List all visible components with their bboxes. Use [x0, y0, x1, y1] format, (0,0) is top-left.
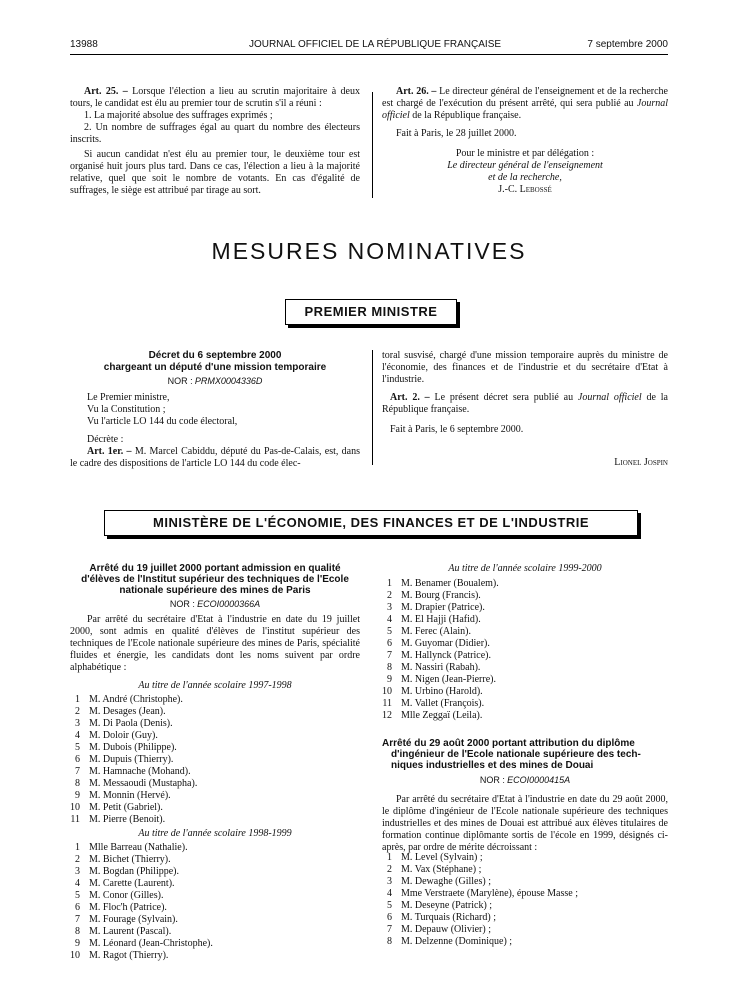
list-item: 3 M. Di Paola (Denis). — [75, 718, 173, 729]
signature-name: J.-C. Lebossé — [498, 184, 552, 195]
decret-title-1: Décret du 6 septembre 2000 — [148, 350, 282, 361]
arrete1-nor — [70, 598, 360, 610]
list-item: 2 M. Desages (Jean). — [75, 706, 166, 717]
art26-fait: Fait à Paris, le 28 juillet 2000. — [396, 128, 517, 139]
decret-art2-journal: Journal officiel — [577, 392, 642, 403]
art26-journal: Journal officiel — [382, 98, 668, 121]
arrete1-intro-text: Par arrêté du secrétaire d'Etat à l'industrie en date du 19 juillet 2000, sont admis en qualité d'élèves de l'institut supérieur des techniques de l'Ecole nationale supérieure des mines de Paris, spécialité fluides et énergie, les candidats dont les noms suivent par ordre alphabétique : — [70, 614, 360, 673]
box-premier-ministre — [285, 299, 457, 325]
list-item: 9 M. Monnin (Hervé). — [75, 790, 171, 801]
arrete2-nor — [382, 774, 668, 786]
art25-block — [70, 86, 360, 197]
art25-item1: 1. La majorité absolue des suffrages exprimés ; — [84, 110, 273, 121]
list-item: 10 M. Ragot (Thierry). — [70, 950, 169, 961]
arrete2-title — [382, 738, 668, 771]
arrete1-title-3: nationale supérieure des mines de Paris — [119, 585, 311, 596]
decret-decrete: Décrète : — [87, 434, 124, 445]
arrete1-title — [70, 563, 360, 596]
list-item: 1 Mlle Barreau (Nathalie). — [75, 842, 188, 853]
box-ministere-economie — [104, 510, 638, 536]
list-item: 9 M. Nigen (Jean-Pierre). — [387, 674, 496, 685]
list-item: 8 M. Delzenne (Dominique) ; — [387, 936, 513, 947]
arrete2-nor-code: ECOI0000415A — [507, 775, 571, 785]
list-item: 8 M. Messaoudi (Mustapha). — [75, 778, 198, 789]
decret-right — [382, 350, 668, 436]
list-item: 6 M. Floc'h (Patrice). — [75, 902, 167, 913]
list-item: 4 Mme Verstraete (Marylène), épouse Masse ; — [387, 888, 578, 899]
list-item: 7 M. Hamnache (Mohand). — [75, 766, 191, 777]
box-premier-ministre-label: PREMIER MINISTRE — [304, 304, 438, 319]
list-item: 3 M. Drapier (Patrice). — [387, 602, 485, 613]
header-date: 7 septembre 2000 — [587, 39, 668, 50]
list-item: 8 M. Laurent (Pascal). — [75, 926, 172, 937]
list-item: 5 M. Conor (Gilles). — [75, 890, 164, 901]
decret-signature: Lionel Jospin — [614, 457, 668, 468]
arrete1-nor-code: ECOI0000366A — [197, 599, 261, 609]
list-item: 3 M. Bogdan (Philippe). — [75, 866, 179, 877]
decret-art1-right: toral susvisé, chargé d'une mission temporaire auprès du ministre de l'économie, des finances et de l'industrie et du secrétaire d'Etat à l'industrie. — [382, 350, 668, 385]
year2-list — [70, 842, 360, 962]
list-item: 9 M. Léonard (Jean-Christophe). — [75, 938, 213, 949]
list-item: 7 M. Fourage (Sylvain). — [75, 914, 178, 925]
list-item: 4 M. Carette (Laurent). — [75, 878, 175, 889]
art25-intro: Lorsque l'élection a lieu au scrutin majoritaire à deux tours, le candidat est élu au premier tour de scrutin s'il a réuni : — [70, 86, 360, 109]
list-item: 5 M. Deseyne (Patrick) ; — [387, 900, 493, 911]
art26-label: Art. 26. – — [396, 86, 437, 97]
journal-title: JOURNAL OFFICIEL DE LA RÉPUBLIQUE FRANÇAISE — [248, 39, 502, 50]
list-item: 11 M. Vallet (François). — [382, 698, 485, 709]
signature-block — [382, 148, 668, 196]
art26-text-b: de la République française. — [409, 110, 522, 121]
art25-paragraph: Si aucun candidat n'est élu au premier tour, le deuxième tour est organisé huit jours plus tard. Dans ce cas, l'élection a lieu à la majorité relative, quel que soit le nombre de votants. En cas d'égalité de suffrages, le siège est attribué par tirage au sort. — [70, 149, 360, 196]
page-number: 13988 — [70, 39, 98, 50]
list-item: 10 M. Urbino (Harold). — [382, 686, 483, 697]
list-item: 1 M. André (Christophe). — [75, 694, 183, 705]
list-item: 5 M. Dubois (Philippe). — [75, 742, 177, 753]
section-title: MESURES NOMINATIVES — [211, 238, 527, 264]
decret-title-2: chargeant un député d'une mission temporaire — [103, 362, 327, 373]
list-item: 1 M. Level (Sylvain) ; — [387, 852, 483, 863]
list-item: 2 M. Vax (Stéphane) ; — [387, 864, 482, 875]
signature-role-2: et de la recherche, — [488, 172, 562, 183]
decret-line-2: Vu la Constitution ; — [87, 404, 166, 415]
decret-art2-text-a: Le présent décret sera publié au — [429, 392, 578, 403]
art26-text-a: Le directeur général de l'enseignement et de la recherche est chargé de l'exécution du présent arrêté, qui sera publié au — [382, 86, 668, 109]
list-item: 5 M. Ferec (Alain). — [387, 626, 471, 637]
list-item: 2 M. Bourg (Francis). — [387, 590, 481, 601]
decret-fait: Fait à Paris, le 6 septembre 2000. — [390, 424, 524, 435]
year3-title: Au titre de l'année scolaire 1999-2000 — [448, 563, 602, 574]
decret-art1-label: Art. 1er. – — [87, 446, 132, 457]
decret-line-3: Vu l'article LO 144 du code électoral, — [87, 416, 238, 427]
decret-art2-text-b: de la République française. — [382, 392, 668, 415]
decret-nor-label: NOR : — [167, 376, 193, 386]
list-item: 7 M. Hallynck (Patrice). — [387, 650, 491, 661]
list-item: 6 M. Guyomar (Didier). — [387, 638, 490, 649]
list-item: 11 M. Pierre (Benoit). — [70, 814, 166, 825]
list-item: 6 M. Dupuis (Thierry). — [75, 754, 174, 765]
list-item: 4 M. Doloir (Guy). — [75, 730, 158, 741]
arrete2-list — [382, 852, 668, 948]
box-ministere-label: MINISTÈRE DE L'ÉCONOMIE, DES FINANCES ET DE L'INDUSTRIE — [153, 515, 589, 530]
list-item: 7 M. Depauw (Olivier) ; — [387, 924, 491, 935]
decret-line-1: Le Premier ministre, — [87, 392, 170, 403]
decret-art1-left: M. Marcel Cabiddu, député du Pas-de-Calais, est, dans le cadre des dispositions de l'article LO 144 du code élec- — [70, 446, 360, 469]
column-divider-top — [372, 92, 373, 198]
year3-list — [382, 578, 668, 722]
signature-role-1: Le directeur général de l'enseignement — [447, 160, 603, 171]
arrete1-title-2: d'élèves de l'Institut supérieur des techniques de l'Ecole — [81, 574, 349, 585]
list-item: 6 M. Turquais (Richard) ; — [387, 912, 496, 923]
arrete2-title-3: niques industrielles et des mines de Douai — [391, 760, 594, 771]
arrete2-title-1: Arrêté du 29 août 2000 portant attribution du diplôme — [382, 738, 635, 749]
decret-art2-label: Art. 2. – — [390, 392, 430, 403]
list-item: 12 Mlle Zeggaï (Leila). — [382, 710, 483, 721]
art26-block — [382, 86, 668, 140]
year2-title: Au titre de l'année scolaire 1998-1999 — [138, 828, 292, 839]
arrete2-intro — [382, 794, 668, 854]
signature-pour: Pour le ministre et par délégation : — [455, 148, 595, 159]
list-item: 10 M. Petit (Gabriel). — [70, 802, 163, 813]
decret-nor-code: PRMX0004336D — [194, 376, 263, 386]
list-item: 1 M. Benamer (Boualem). — [387, 578, 499, 589]
decret-nor — [70, 375, 360, 387]
column-divider-decret — [372, 350, 373, 465]
arrete1-title-1: Arrêté du 19 juillet 2000 portant admission en qualité — [89, 563, 341, 574]
arrete2-title-2: d'ingénieur de l'Ecole nationale supérieure des tech- — [391, 749, 641, 760]
arrete1-intro — [70, 614, 360, 674]
list-item: 4 M. El Hajji (Hafid). — [387, 614, 481, 625]
arrete2-intro-text: Par arrêté du secrétaire d'Etat à l'industrie en date du 29 août 2000, le diplôme d'ingénieur de l'Ecole nationale supérieure des techniques industrielles et des mines de Douai est attribué aux élèves titulaires de formation continue diplômante sortis de l'école en 1999, désignés ci-après, par ordre de mérite décroissant : — [382, 794, 668, 853]
arrete1-nor-label: NOR : — [169, 599, 195, 609]
list-item: 8 M. Nassiri (Rabah). — [387, 662, 481, 673]
decret-title — [70, 350, 360, 374]
year1-title: Au titre de l'année scolaire 1997-1998 — [138, 680, 292, 691]
decret-visas — [70, 392, 360, 470]
list-item: 2 M. Bichet (Thierry). — [75, 854, 171, 865]
art25-item2: 2. Un nombre de suffrages égal au quart du nombre des électeurs inscrits. — [70, 122, 360, 145]
list-item: 3 M. Dewaghe (Gilles) ; — [387, 876, 491, 887]
arrete2-nor-label: NOR : — [479, 775, 505, 785]
header-rule — [70, 54, 668, 55]
year1-list — [70, 694, 360, 826]
art25-label: Art. 25. – — [84, 86, 128, 97]
